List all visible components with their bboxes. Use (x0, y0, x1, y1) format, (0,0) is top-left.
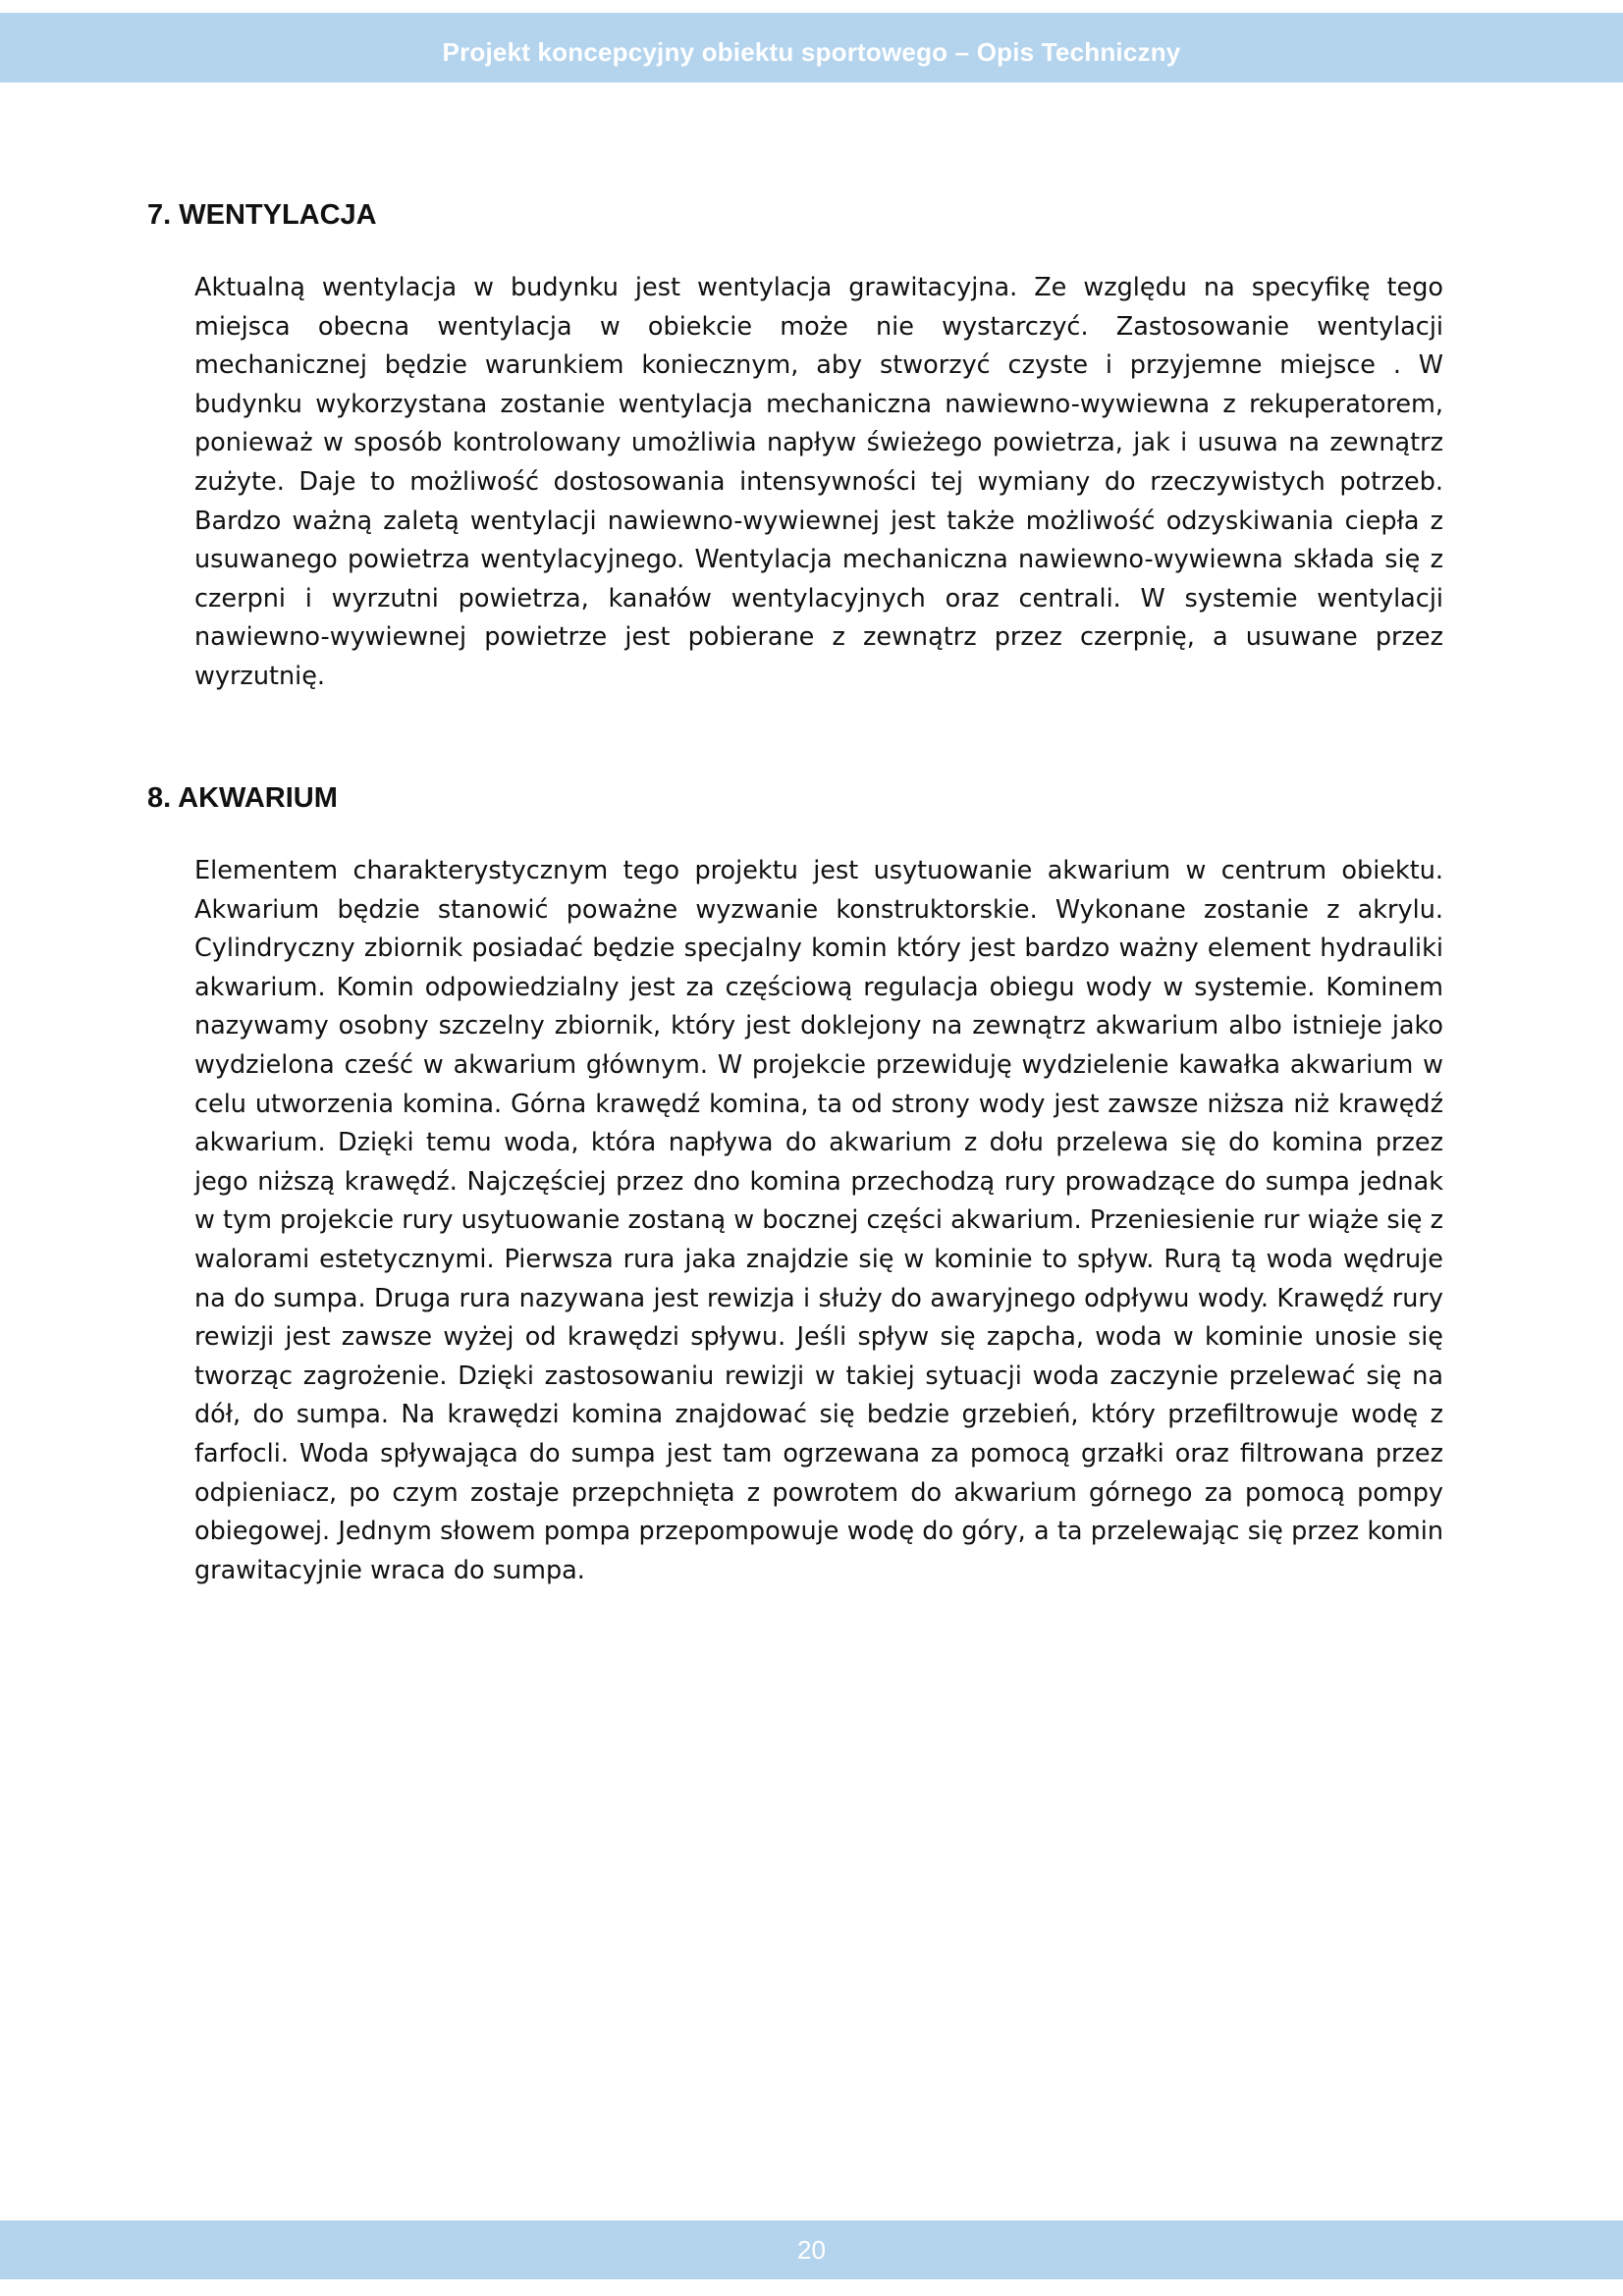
section-heading: 8. AKWARIUM (147, 782, 338, 814)
page-footer (0, 2220, 1623, 2279)
header-title: Projekt koncepcyjny obiektu sportowego – Opis Techniczny (442, 37, 1181, 67)
page-header (0, 13, 1623, 82)
section-paragraph: Aktualną wentylacja w budynku jest wentylacja grawitacyjna. Ze względu na specyfikę tego miejsca obecna wentylacja w obiekcie może nie wystarczyć. Zastosowanie wentylacji mechanicznej będzie warunkiem koniecznym, aby stworzyć czyste i przyjemne miejsce . W budynku wykorzystana zostanie wentylacja mechaniczna nawiewno-wywiewna z rekuperatorem, ponieważ w sposób kontrolowany umożliwia napływ świeżego powietrza, jak i usuwa na zewnątrz zużyte. Daje to możliwość dostosowania intensywności tej wymiany do rzeczywistych potrzeb. Bardzo ważną zaletą wentylacji nawiewno-wywiewnej jest także możliwość odzyskiwania ciepła z usuwanego powietrza wentylacyjnego. Wentylacja mechaniczna nawiewno-wywiewna składa się z czerpni i wyrzutni powietrza, kanałów wentylacyjnych oraz centrali. W systemie wentylacji nawiewno-wywiewnej powietrze jest pobierane z zewnątrz przez czerpnię, a usuwane przez wyrzutnię. (194, 273, 1443, 691)
section-heading: 7. WENTYLACJA (147, 199, 377, 231)
page-number: 20 (797, 2235, 826, 2265)
section-paragraph: Elementem charakterystycznym tego projektu jest usytuowanie akwarium w centrum obiektu. Akwarium będzie stanowić poważne wyzwanie konstruktorskie. Wykonane zostanie z akrylu. Cylindryczny zbiornik posiadać będzie specjalny komin który jest bardzo ważny element hydrauliki akwarium. Komin odpowiedzialny jest za częściową regulacja obiegu wody w systemie. Kominem nazywamy osobny szczelny zbiornik, który jest doklejony na zewnątrz akwarium albo istnieje jako wydzielona cześć w akwarium głównym. W projekcie przewiduję wydzielenie kawałka akwarium w celu utworzenia komina. Górna krawędź komina, ta od strony wody jest zawsze niższa niż krawędź akwarium. Dzięki temu woda, która napływa do akwarium z dołu przelewa się do komina przez jego niższą krawędź. Najczęściej przez dno komina przechodzą rury prowadzące do sumpa jednak w tym projekcie rury usytuowanie zostaną w bocznej części akwarium. Przeniesienie rur wiąże się z walorami estetycznymi. Pierwsza rura jaka znajdzie się w kominie to spływ. Rurą tą woda wędruje na do sumpa. Druga rura nazywana jest rewizja i służy do awaryjnego odpływu wody. Krawędź rury rewizji jest zawsze wyżej od krawędzi spływu. Jeśli spływ się zapcha, woda w kominie unosie się tworząc zagrożenie. Dzięki zastosowaniu rewizji w takiej sytuacji woda zaczynie przelewać się na dół, do sumpa. Na krawędzi komina znajdować się bedzie grzebień, który przefiltrowuje wodę z farfocli. Woda spływająca do sumpa jest tam ogrzewana za pomocą grzałki oraz filtrowana przez odpieniacz, po czym zostaje przepchnięta z powrotem do akwarium górnego za pomocą pompy obiegowej. Jednym słowem pompa przepompowuje wodę do góry, a ta przelewając się przez komin grawitacyjnie wraca do sumpa. (194, 856, 1443, 1585)
